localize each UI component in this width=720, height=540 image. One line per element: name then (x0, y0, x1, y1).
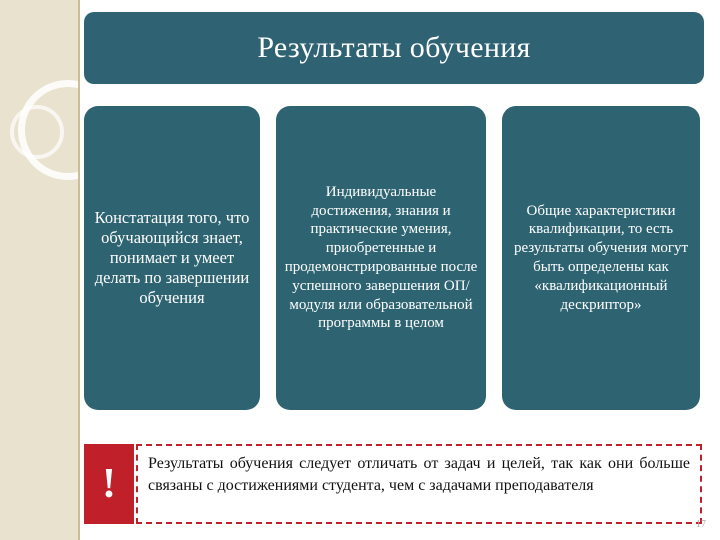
slide-title: Результаты обучения (84, 12, 704, 84)
definition-card-2-text: Индивидуальные достижения, знания и практические умения, приобретенные и продемонстрированные после успешного завершения ОП/модуля или образовательной программы в целом (284, 183, 478, 332)
exclamation-icon: ! (84, 444, 134, 524)
definition-card-3 (502, 106, 700, 410)
side-decor-strip (0, 0, 80, 540)
definition-card-1-text: Констатация того, что обучающийся знает, понимает и умеет делать по завершении обучения (94, 208, 250, 307)
warning-note (136, 444, 702, 524)
definition-card-1 (84, 106, 260, 410)
decor-ring-small (10, 105, 64, 159)
definition-card-2 (276, 106, 486, 410)
side-divider (78, 0, 80, 540)
definition-card-3-text: Общие характеристики квалификации, то есть результаты обучения могут быть определены как «квалификационный дескриптор» (513, 202, 689, 313)
page-number: 17 (696, 519, 706, 530)
warning-note-text: Результаты обучения следует отличать от задач и целей, так как они больше связаны с достижениями студента, чем с задачами преподавателя (148, 455, 690, 494)
